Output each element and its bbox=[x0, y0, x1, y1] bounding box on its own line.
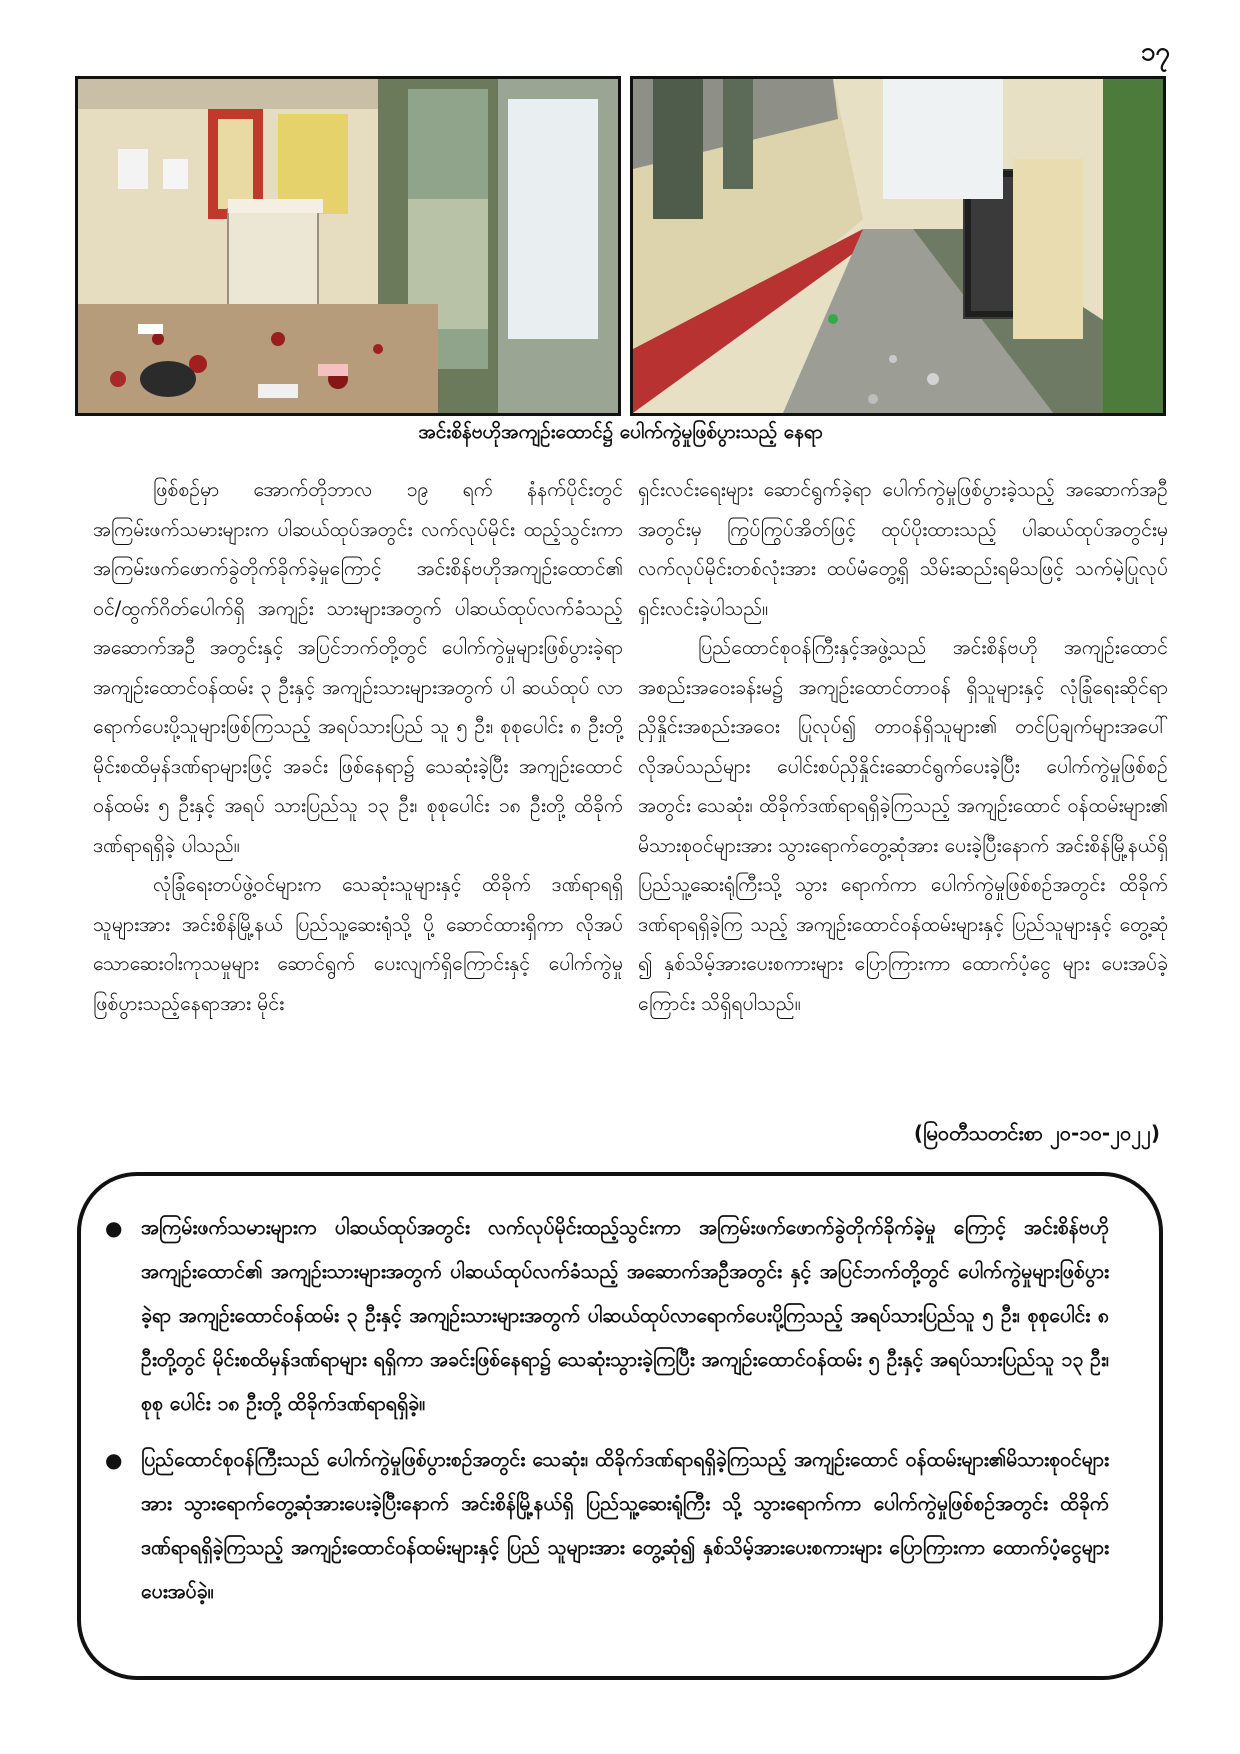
photo-caption: အင်းစိန်ဗဟိုအကျဉ်းထောင်၌ ပေါက်ကွဲမှုဖြစ်ပွားသည့် နေရာ bbox=[418, 421, 823, 443]
page-number: ၁၇ bbox=[1140, 37, 1170, 67]
paragraph: ရှင်းလင်းရေးများ ဆောင်ရွက်ခဲ့ရာ ပေါက်ကွဲမှုဖြစ်ပွားခဲ့သည့် အဆောက်အဦအတွင်းမှ ကြွပ်ကြွပ်အိတ်ဖြင့် ထုပ်ပိုးထားသည့် ပါဆယ်ထုပ်အတွင်းမှ လက်လုပ်မိုင်းတစ်လုံးအား ထပ်မံတွေ့ရှိ သိမ်းဆည်းရမိသဖြင့် သက်မဲ့ပြုလုပ်ရှင်းလင်းခဲ့ပါသည်။ bbox=[638, 478, 1168, 620]
article-column-right bbox=[638, 470, 1168, 1023]
summary-text: အကြမ်းဖက်သမားများက ပါဆယ်ထုပ်အတွင်း လက်လုပ်မိုင်းထည့်သွင်းကာ အကြမ်းဖက်ဖောက်ခွဲတိုက်ခိုက်ခဲ့မှု ကြောင့် အင်းစိန်ဗဟိုအကျဉ်းထောင်၏ အကျဉ်းသားများအတွက် ပါဆယ်ထုပ်လက်ခံသည့် အဆောက်အဦအတွင်း နှင့် အပြင်ဘက်တို့တွင် ပေါက်ကွဲမှုများဖြစ်ပွားခဲ့ရာ အကျဉ်းထောင်ဝန်ထမ်း ၃ ဦးနှင့် အကျဉ်းသားများအတွက် ပါဆယ်ထုပ်လာရောက်ပေးပို့ကြသည့် အရပ်သားပြည်သူ ၅ ဦး၊ စုစုပေါင်း ၈ ဦးတို့တွင် မိုင်းစထိမှန်ဒဏ်ရာများ ရရှိကာ အခင်းဖြစ်နေရာ၌ သေဆုံးသွားခဲ့ကြပြီး အကျဉ်းထောင်ဝန်ထမ်း ၅ ဦးနှင့် အရပ်သားပြည်သူ ၁၃ ဦး၊ စုစု ပေါင်း ၁၈ ဦးတို့ ထိခိုက်ဒဏ်ရာရရှိခဲ့။ bbox=[141, 1216, 1109, 1415]
paragraph: ပြည်ထောင်စုဝန်ကြီးနှင့်အဖွဲ့သည် အင်းစိန်ဗဟို အကျဉ်းထောင် အစည်းအဝေးခန်းမ၌ အကျဉ်းထောင်တာဝန် ရှိသူများနှင့် လုံခြုံရေးဆိုင်ရာညှိနှိုင်းအစည်းအဝေး ပြုလုပ်၍ တာဝန်ရှိသူများ၏ တင်ပြချက်များအပေါ် လိုအပ်သည်များ ပေါင်းစပ်ညှိနှိုင်းဆောင်ရွက်ပေးခဲ့ပြီး ပေါက်ကွဲမှုဖြစ်စဉ် အတွင်း သေဆုံး၊ ထိခိုက်ဒဏ်ရာရရှိခဲ့ကြသည့် အကျဉ်းထောင် ဝန်ထမ်းများ၏ မိသားစုဝင်များအား သွားရောက်တွေ့ဆုံအား ပေးခဲ့ပြီးနောက် အင်းစိန်မြို့နယ်ရှိ ပြည်သူ့ဆေးရုံကြီးသို့ သွား ရောက်ကာ ပေါက်ကွဲမှုဖြစ်စဉ်အတွင်း ထိခိုက်ဒဏ်ရာရရှိခဲ့ကြ သည့် အကျဉ်းထောင်ဝန်ထမ်းများနှင့် ပြည်သူများနှင့် တွေ့ဆုံ ၍ နှစ်သိမ့်အားပေးစကားများ ပြောကြားကာ ထောက်ပံ့ငွေ များ ပေးအပ်ခဲ့ကြောင်း သိရှိရပါသည်။ bbox=[638, 636, 1168, 1015]
summary-item bbox=[105, 1206, 1109, 1426]
photo-interior-blast-site bbox=[75, 76, 621, 416]
paragraph: ဖြစ်စဉ်မှာ အောက်တိုဘာလ ၁၉ ရက် နံနက်ပိုင်းတွင် အကြမ်းဖက်သမားများက ပါဆယ်ထုပ်အတွင်း လက်လုပ်မိုင်း ထည့်သွင်းကာ အကြမ်းဖက်ဖောက်ခွဲတိုက်ခိုက်ခဲ့မှုကြောင့် အင်းစိန်ဗဟိုအကျဉ်းထောင်၏ ဝင်/ထွက်ဂိတ်ပေါက်ရှိ အကျဉ်း သားများအတွက် ပါဆယ်ထုပ်လက်ခံသည့် အဆောက်အဦ အတွင်းနှင့် အပြင်ဘက်တို့တွင် ပေါက်ကွဲမှုများဖြစ်ပွားခဲ့ရာ အကျဉ်းထောင်ဝန်ထမ်း ၃ ဦးနှင့် အကျဉ်းသားများအတွက် ပါ ဆယ်ထုပ် လာရောက်ပေးပို့သူများဖြစ်ကြသည့် အရပ်သားပြည် သူ ၅ ဦး၊ စုစုပေါင်း ၈ ဦးတို့ မိုင်းစထိမှန်ဒဏ်ရာများဖြင့် အခင်း ဖြစ်နေရာ၌ သေဆုံးခဲ့ပြီး အကျဉ်းထောင်ဝန်ထမ်း ၅ ဦးနှင့် အရပ် သားပြည်သူ ၁၃ ဦး၊ စုစုပေါင်း ၁၈ ဦးတို့ ထိခိုက်ဒဏ်ရာရရှိခဲ့ ပါသည်။ bbox=[93, 478, 623, 857]
summary-list bbox=[81, 1176, 1159, 1614]
source-citation: (မြဝတီသတင်းစာ ၂၀-၁၀-၂၀၂၂) bbox=[913, 1121, 1160, 1145]
summary-item bbox=[105, 1438, 1109, 1614]
summary-text: ပြည်ထောင်စုဝန်ကြီးသည် ပေါက်ကွဲမှုဖြစ်ပွားစဉ်အတွင်း သေဆုံး၊ ထိခိုက်ဒဏ်ရာရရှိခဲ့ကြသည့် အကျဉ်းထောင် ဝန်ထမ်းများ၏မိသားစုဝင်များအား သွားရောက်တွေ့ဆုံအားပေးခဲ့ပြီးနောက် အင်းစိန်မြို့နယ်ရှိ ပြည်သူ့ဆေးရုံကြီး သို့ သွားရောက်ကာ ပေါက်ကွဲမှုဖြစ်စဉ်အတွင်း ထိခိုက်ဒဏ်ရာရရှိခဲ့ကြသည့် အကျဉ်းထောင်ဝန်ထမ်းများနှင့် ပြည် သူများအား တွေ့ဆုံ၍ နှစ်သိမ့်အားပေးစကားများ ပြောကြားကာ ထောက်ပံ့ငွေများ ပေးအပ်ခဲ့။ bbox=[141, 1448, 1109, 1603]
paragraph: လုံခြုံရေးတပ်ဖွဲ့ဝင်များက သေဆုံးသူများနှင့် ထိခိုက် ဒဏ်ရာရရှိသူများအား အင်းစိန်မြို့နယ် ပြည်သူ့ဆေးရုံသို့ ပို့ ဆောင်ထားရှိကာ လိုအပ်သောဆေးဝါးကုသမှုများ ဆောင်ရွက် ပေးလျက်ရှိကြောင်းနှင့် ပေါက်ကွဲမှုဖြစ်ပွားသည့်နေရာအား မိုင်း bbox=[93, 873, 623, 1015]
photo-corridor-blast-site bbox=[630, 76, 1166, 416]
summary-box bbox=[77, 1172, 1163, 1680]
bullet-icon: ● bbox=[105, 1448, 123, 1472]
bullet-icon: ● bbox=[105, 1216, 123, 1240]
article-column-left bbox=[93, 470, 623, 1023]
